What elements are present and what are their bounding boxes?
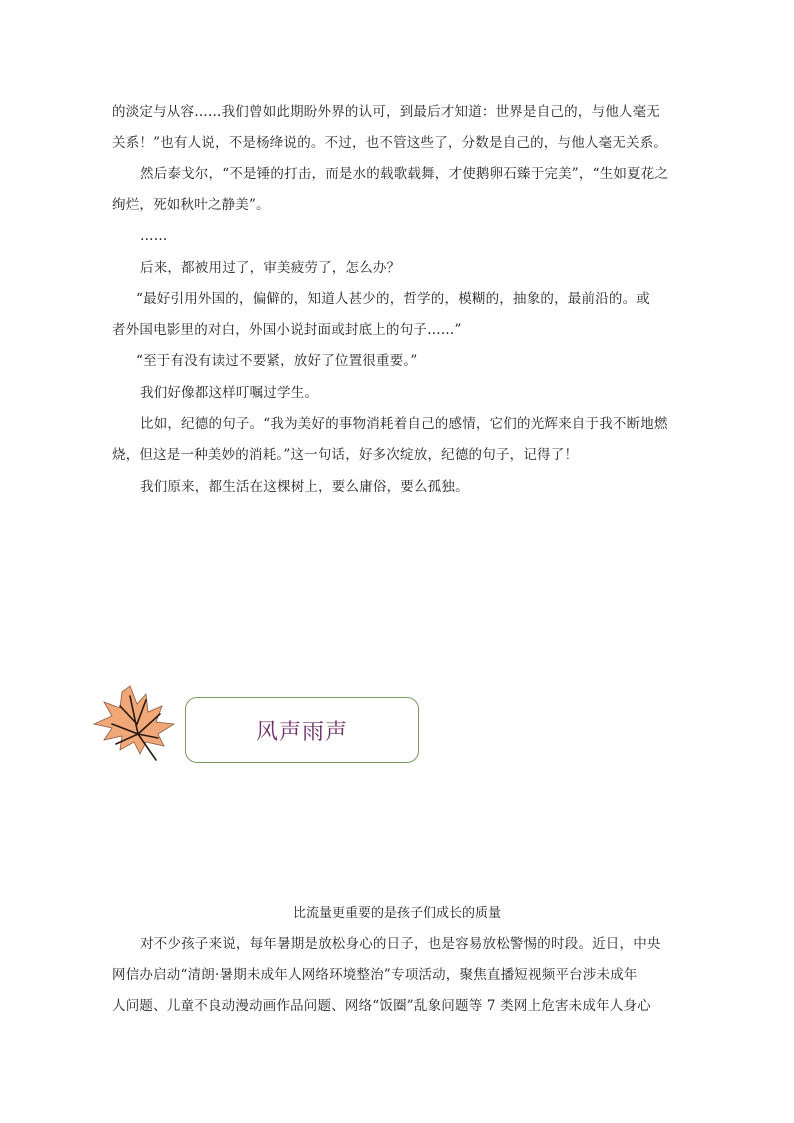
- section-banner: [185, 697, 419, 763]
- paragraph-line: 绚烂，死如秋叶之静美”。: [112, 197, 270, 213]
- article-line: 网信办启动“清朗·暑期未成年人网络环境整治”专项活动，聚焦直播短视频平台涉未成年: [112, 967, 638, 983]
- maple-leaf-icon: [90, 684, 176, 762]
- paragraph-line: 我们好像都这样叮嘱过学生。: [140, 385, 319, 401]
- section-title: 风声雨声: [255, 719, 348, 745]
- paragraph-line: “最好引用外国的，偏僻的，知道人甚少的，哲学的，模糊的，抽象的，最前沿的。或: [136, 291, 651, 307]
- paragraph-line: 关系！”也有人说，不是杨绛说的。不过，也不管这些了，分数是自己的，与他人毫无关系。: [112, 135, 668, 151]
- paragraph-line: 我们原来，都生活在这棵树上，要么庸俗，要么孤独。: [140, 479, 469, 495]
- paragraph-line: “至于有没有读过不要紧，放好了位置很重要。”: [136, 353, 418, 369]
- paragraph-line: 者外国电影里的对白，外国小说封面或封底上的句子……”: [112, 322, 462, 338]
- paragraph-line: 的淡定与从容……我们曾如此期盼外界的认可，到最后才知道：世界是自己的，与他人毫无: [112, 104, 660, 120]
- article-title: 比流量更重要的是孩子们成长的质量: [292, 906, 501, 921]
- paragraph-line: 后来，都被用过了，审美疲劳了，怎么办？: [140, 260, 401, 276]
- ellipsis-line: ……: [140, 228, 168, 244]
- article-line: 人问题、儿童不良动漫动画作品问题、网络“饭圈”乱象问题等 7 类网上危害未成年人身心: [112, 998, 651, 1014]
- paragraph-line: 然后泰戈尔，“不是锤的打击，而是水的载歌载舞，才使鹅卵石臻于完美”，“生如夏花之: [140, 166, 669, 182]
- paragraph-line: 比如，纪德的句子。“我为美好的事物消耗着自己的感情，它们的光辉来自于我不断地燃: [140, 416, 668, 432]
- article-line: 对不少孩子来说，每年暑期是放松身心的日子，也是容易放松警惕的时段。近日，中央: [140, 936, 661, 952]
- paragraph-line: 烧，但这是一种美妙的消耗。”这一句话，好多次绽放，纪德的句子，记得了！: [112, 447, 579, 463]
